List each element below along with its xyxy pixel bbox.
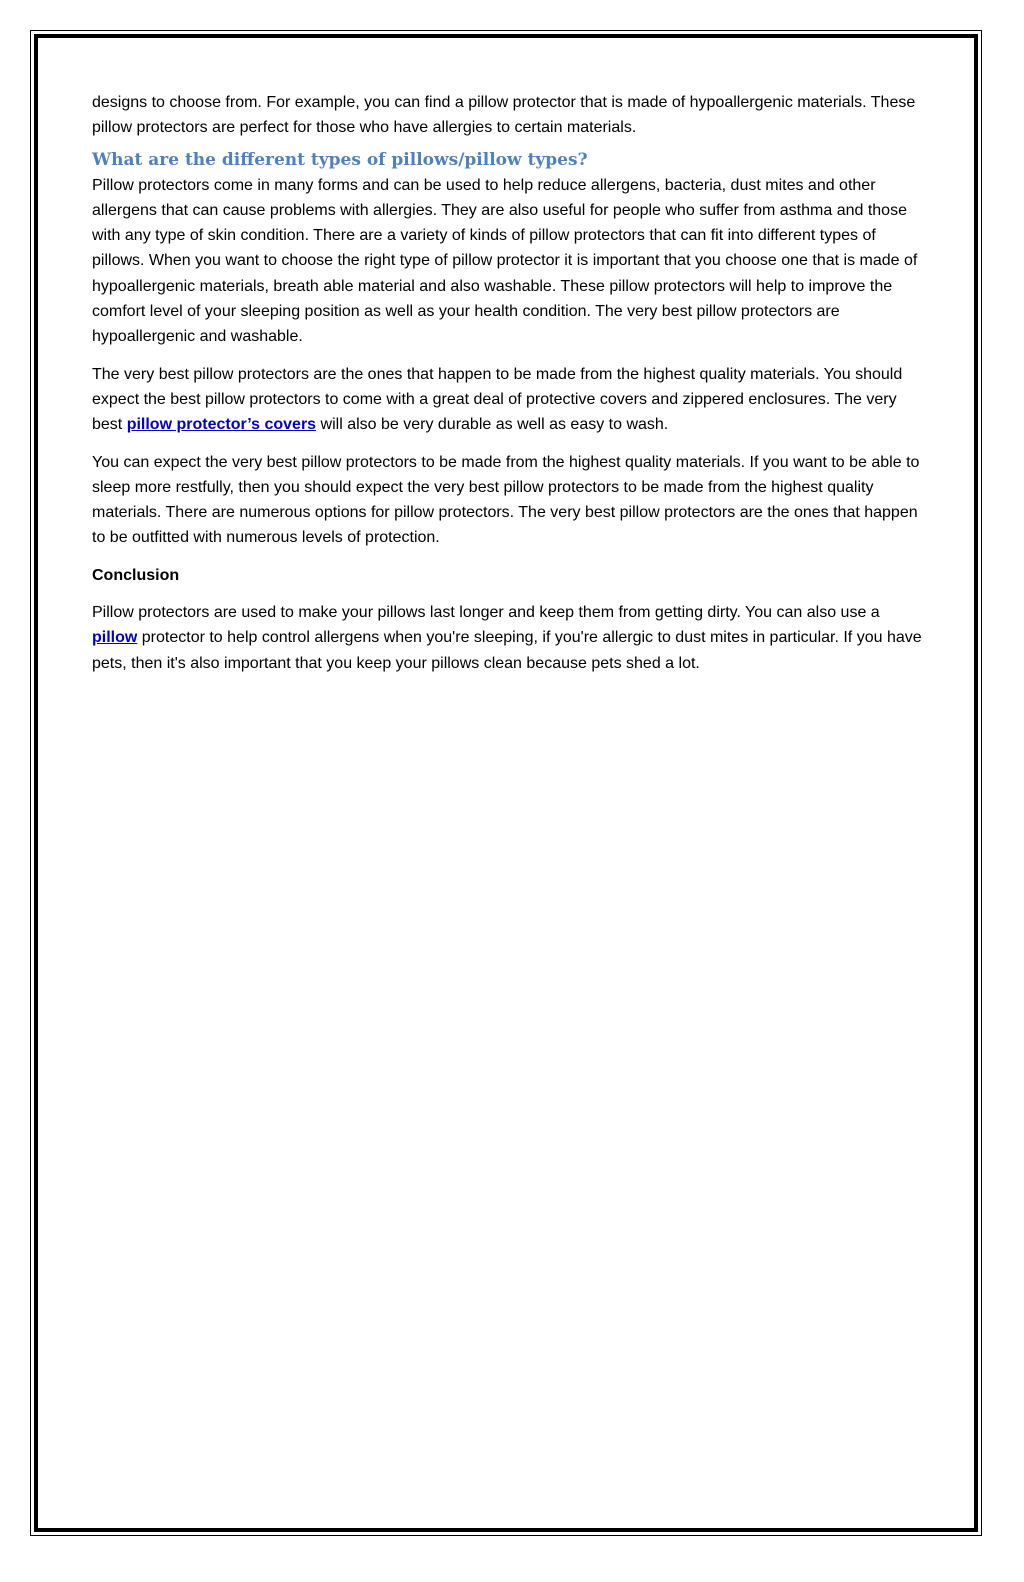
pillow-protector-covers-link[interactable]: pillow protector’s covers bbox=[126, 416, 317, 434]
paragraph-text: Pillow protectors are used to make your pillows last longer and keep them from getting dirty. You can also use a bbox=[92, 604, 880, 622]
paragraph-quality: You can expect the very best pillow protectors to be made from the highest quality materials. If you want to be able to sleep more restfully, then you should expect the very best pillow protectors to be made from the highest quality materials. There are numerous options for pillow protectors. The very best pillow protectors are the ones that happen to be outfitted with numerous levels of protection. bbox=[92, 453, 920, 547]
paragraph-text: protector to help control allergens when you're sleeping, if you're allergic to dust mites in particular. If you have pets, then it's also important that you keep your pillows clean because pets shed a lot. bbox=[92, 629, 922, 672]
conclusion-heading: Conclusion bbox=[92, 566, 180, 584]
paragraph-best-protectors bbox=[92, 362, 928, 438]
document-body bbox=[92, 90, 928, 688]
pillow-link[interactable]: pillow bbox=[92, 629, 138, 647]
paragraph-types: Pillow protectors come in many forms and can be used to help reduce allergens, bacteria, dust mites and other allergens that can cause problems with allergies. They are also useful for people who suffer from asthma and those with any type of skin condition. There are a variety of kinds of pillow protectors that can fit into different types of pillows. When you want to choose the right type of pillow protector it is important that you choose one that is made of hypoallergenic materials, breath able material and also washable. These pillow protectors will help to improve the comfort level of your sleeping position as well as your health condition. The very best pillow protectors are hypoallergenic and washable. bbox=[92, 176, 918, 346]
section-heading: What are the different types of pillows/pillow types? bbox=[92, 149, 588, 170]
intro-paragraph: designs to choose from. For example, you can find a pillow protector that is made of hypoallergenic materials. These pillow protectors are perfect for those who have allergies to certain materials. bbox=[92, 94, 916, 137]
paragraph-text: will also be very durable as well as easy to wash. bbox=[316, 416, 669, 434]
conclusion-paragraph bbox=[92, 600, 928, 676]
paragraph-text: The very best pillow protectors are the ones that happen to be made from the highest quality materials. You should expect the best pillow protectors to come with a great deal of protective covers and zippered enclosures. The very best bbox=[92, 365, 903, 434]
